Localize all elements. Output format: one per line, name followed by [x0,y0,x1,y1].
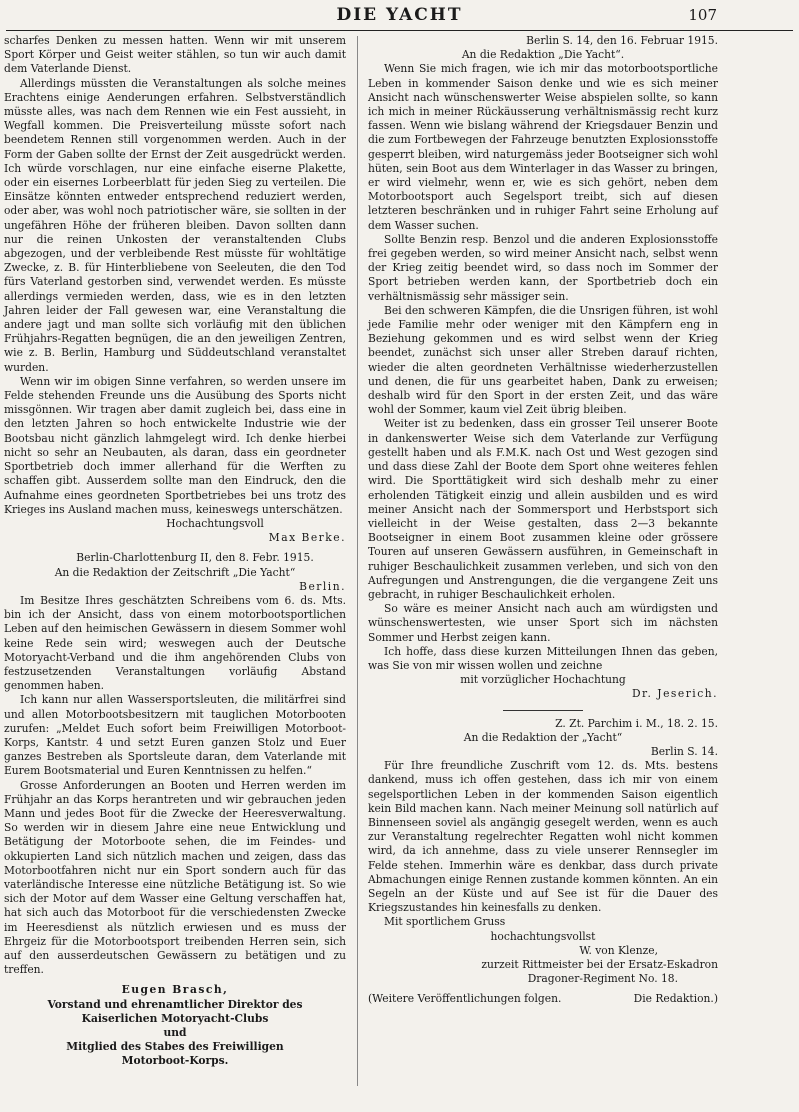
signature-line: Vorstand und ehrenamtlicher Direktor des [47,997,303,1011]
paragraph: Bei den schweren Kämpfen, die die Unsrigen führen, ist wohl jede Familie mehr oder weniger mit den Kämpfern eng in Beziehung gekommen und es wird selbst wenn der Krieg beendet, zunächst sich unser aller Streben darauf richten, wieder die alten geordneten Verhältnisse wiederherzustellen und denen, die für uns gearbeitet haben, Dank zu erweisen; deshalb wird für den Sport in der ersten Zeit, und das wäre wohl der Sommer, kaum viel Zeit übrig bleiben. [368,303,718,417]
letter-address: An die Redaktion der Zeitschrift „Die Yacht“ [54,565,296,579]
closing: mit vorzüglicher Hochachtung [460,673,626,687]
letter-dateline: Z. Zt. Parchim i. M., 18. 2. 15. [555,716,718,730]
letter-dateline: Berlin-Charlottenburg II, den 8. Febr. 1915. [76,551,314,565]
paragraph: Weiter ist zu bedenken, dass ein grosser Teil unserer Boote in dankenswerter Weise sich dem Vaterlande zur Verfügung gestellt haben und als F.M.K. nach Ost und West gezogen sind und dass diese Zahl der Boote dem Sport ohne weiteres fehlen wird. Die Sporttätigkeit wird sich deshalb mehr zu einer erholenden Tätigkeit einzig und allein ausbilden und es wird meiner Ansicht nach der Sommersport und Herbstsport sich vielleicht in der Weise gestalten, dass 2—3 bekannte Bootseigner in einem Boot zusammen kleine oder grössere Touren auf unseren Gewässern ausführen, in Gemeinschaft in ruhiger Beschaulichkeit zusammen verleben, und sich von den Aufregungen und Anstrengungen, die die vergangene Zeit uns gebracht, in ruhiger Beschaulichkeit erholen. [368,417,718,601]
paragraph: Grosse Anforderungen an Booten und Herren werden im Frühjahr an das Korps herantreten und wir gebrauchen jeden Mann und jedes Boot für die Zwecke der Heeresverwaltung. So werden wir in diesem Jahre eine neue Entwicklung und Betätigung der Motorboote sehen, die im Feindes- und okkupierten Land sich nützlich machen und zeigen, dass das Motorbootfahren nicht nur ein Sport sondern auch für das vaterländische Interesse eine nützliche Betätigung ist. So wie sich der Motor auf dem Wasser eine Geltung verschaffen hat, hat sich auch das Motorboot für die verschiedensten Zwecke im Heeresdienst als nützlich erwiesen und es muss der Ehrgeiz für die Motorbootsport treibenden Herren sein, sich auf den ausserdeutschen Gewässern zu betätigen und zu treffen. [4,778,346,977]
signature-line: zurzeit Rittmeister bei der Ersatz-Eskadron [481,958,718,971]
closing: Mit sportlichem Gruss [384,915,506,929]
header-rule [6,30,793,31]
paragraph: Für Ihre freundliche Zuschrift vom 12. ds. Mts. bestens dankend, muss ich offen gestehen, dass ich mir von einem segelsportlichen Leben in der kommenden Saison eigentlich kein Bild machen kann. Nach meiner Meinung soll natürlich auf Binnenseen soviel als angängig gesegelt werden, wenn es auch zur Veranstaltung regelrechter Regatten wohl nicht kommen wird, da ich annehme, dass zu viele unserer Rennsegler im Felde stehen. Immerhin wäre es denkbar, dass durch private Abmachungen einige Rennen zustande kommen könnten. An ein Segeln an der Küste und auf See ist für die Dauer des Kriegszustandes hin keinesfalls zu denken. [368,759,718,915]
footer-signature: Die Redaktion.) [633,992,718,1006]
closing: hochachtungsvollst [490,929,596,943]
letter-address: An die Redaktion „Die Yacht“. [461,48,625,62]
paragraph: Ich kann nur allen Wassersportsleuten, die militärfrei sind und allen Motorbootsbesitzern mit tauglichen Motorbooten zurufen: „Meldet Euch sofort beim Freiwilligen Motorboot-Korps, Kantstr. 4 und setzt Euren ganzen Stolz und Euer ganzes Bestreben als Sportsleute daran, dem Vaterlande mit Eurem Bootsmaterial und Euren Kenntnissen zu helfen.“ [4,693,346,778]
closing: Hochachtungsvoll [166,516,264,530]
left-column [4,34,346,1069]
signature: Dr. Jeserich. [631,687,718,701]
signature-line: Motorboot-Korps. [121,1054,229,1068]
letter-dateline: Berlin S. 14, den 16. Februar 1915. [526,34,718,47]
right-column [368,34,718,1007]
page-number: 107 [688,6,717,24]
paragraph: Allerdings müssten die Veranstaltungen als solche meines Erachtens einige Aenderungen erfahren. Selbstverständlich müsste alles, was nach dem Rennen wie ein Fest aussieht, in Wegfall kommen. Die Preisverteilung müsste sofort nach beendetem Rennen still vorgenommen werden. Auch in der Form der Gaben sollte der Ernst der Zeit ausgedrückt werden. Ich würde vorschlagen, nur eine einfache eiserne Plakette, oder ein eisernes Lorbeerblatt für jeden Sieg zu verteilen. Die Einsätze könnten entweder entsprechend reduziert werden, oder aber, was wohl noch patriotischer wäre, sie sollten in der ungefähren Höhe der früheren bleiben. Davon sollten dann nur die reinen Unkosten der veranstaltenden Clubs abgezogen, und der verbleibende Rest müsste für wohltätige Zwecke, z. B. für Hinterbliebene von Seeleuten, die den Tod fürs Vaterland gestorben sind, verwendet werden. Es müsste allerdings vermieden werden, dass, wie es in den letzten Jahren leider der Fall gewesen war, eine Veranstaltung die andere jagt und man sollte sich vorläufig mit den üblichen Frühjahrs-Regatten begnügen, die an den jeweiligen Zentren, wie z. B. Berlin, Hamburg und Süddeutschland veranstaltet wurden. [4,76,346,374]
letter-city: Berlin. [299,579,346,593]
paragraph: Wenn wir im obigen Sinne verfahren, so werden unsere im Felde stehenden Freunde uns die Ausübung des Sports nicht missgönnen. Wir tragen aber damit zugleich bei, dass eine in den letzten Jahren so hoch entwickelte Industrie wie der Bootsbau nicht gänzlich lahmgelegt wird. Ich denke hierbei nicht so sehr an Neubauten, als daran, dass ein geordneter Sportbetrieb doch immer allerhand für die Werften zu schaffen gibt. Ausserdem sollte man den Eindruck, den die Aufnahme eines geordneten Sportbetriebes bei uns trotz des Krieges ins Ausland machen muss, keineswegs unterschätzen. [4,374,346,516]
signature-line: Dragoner-Regiment No. 18. [527,972,678,986]
footer-note: (Weitere Veröffentlichungen folgen. [368,992,562,1006]
separator-rule [503,710,583,711]
letter-address: An die Redaktion der „Yacht“ [463,730,623,744]
paragraph: So wäre es meiner Ansicht nach auch am würdigsten und wünschenswertesten, wie unser Sport sich im nächsten Sommer und Herbst zeigen kann. [368,602,718,644]
signature-line: Mitglied des Stabes des Freiwilligen [66,1040,284,1054]
signature-line: Kaiserlichen Motoryacht-Clubs [81,1011,269,1025]
signature: Max Berke. [268,531,346,545]
journal-title: DIE YACHT [336,5,463,25]
column-divider [357,36,358,1086]
paragraph: Ich hoffe, dass diese kurzen Mitteilungen Ihnen das geben, was Sie von mir wissen wollen und zeichne [368,644,718,672]
paragraph: Sollte Benzin resp. Benzol und die anderen Explosionsstoffe frei gegeben werden, so wird meiner Ansicht nach, selbst wenn der Krieg zeitig beendet wird, so dass noch im Sommer der Sport betrieben werden kann, der Sportbetrieb doch ein verhältnismässig sehr mässiger sein. [368,232,718,303]
signature-name: Eugen Brasch, [121,983,229,997]
paragraph: Im Besitze Ihres geschätzten Schreibens vom 6. ds. Mts. bin ich der Ansicht, dass von einem motorbootsportlichen Leben auf den heimischen Gewässern in diesem Sommer wohl keine Rede sein wird; weswegen auch der Deutsche Motoryacht-Verband und die ihm angehörenden Clubs von festzusetzenden Veranstaltungen vorläufig Abstand genommen haben. [4,593,346,693]
signature-line: und [163,1026,187,1040]
paragraph: Wenn Sie mich fragen, wie ich mir das motorbootsportliche Leben in kommender Saison denke und wie es sich meiner Ansicht nach wünschenswerter Weise abspielen sollte, so kann ich mich in meiner Rückäusserung verhältnismässig recht kurz fassen. Wenn wie bislang während der Kriegsdauer Benzin und die zum Fortbewegen der Fahrzeuge benutzten Explosionsstoffe gesperrt bleiben, wird naturgemäss jeder Bootseigner sich wohl hüten, sein Boot aus dem Winterlager in das Wasser zu bringen, er wird vielmehr, wenn er, wie es sich gehört, neben dem Motorbootsport auch Segelsport treibt, sich auf diesen letzteren beschränken und in ruhiger Fahrt seine Erholung auf dem Wasser suchen. [368,62,718,232]
footer-note-row [368,992,718,1006]
paragraph: scharfes Denken zu messen hatten. Wenn wir mit unserem Sport Körper und Geist weiter stählen, so tun wir auch damit dem Vaterlande Dienst. [4,34,346,76]
page-header [0,4,799,28]
letter-city: Berlin S. 14. [650,744,718,758]
signature: W. von Klenze, [579,943,658,957]
